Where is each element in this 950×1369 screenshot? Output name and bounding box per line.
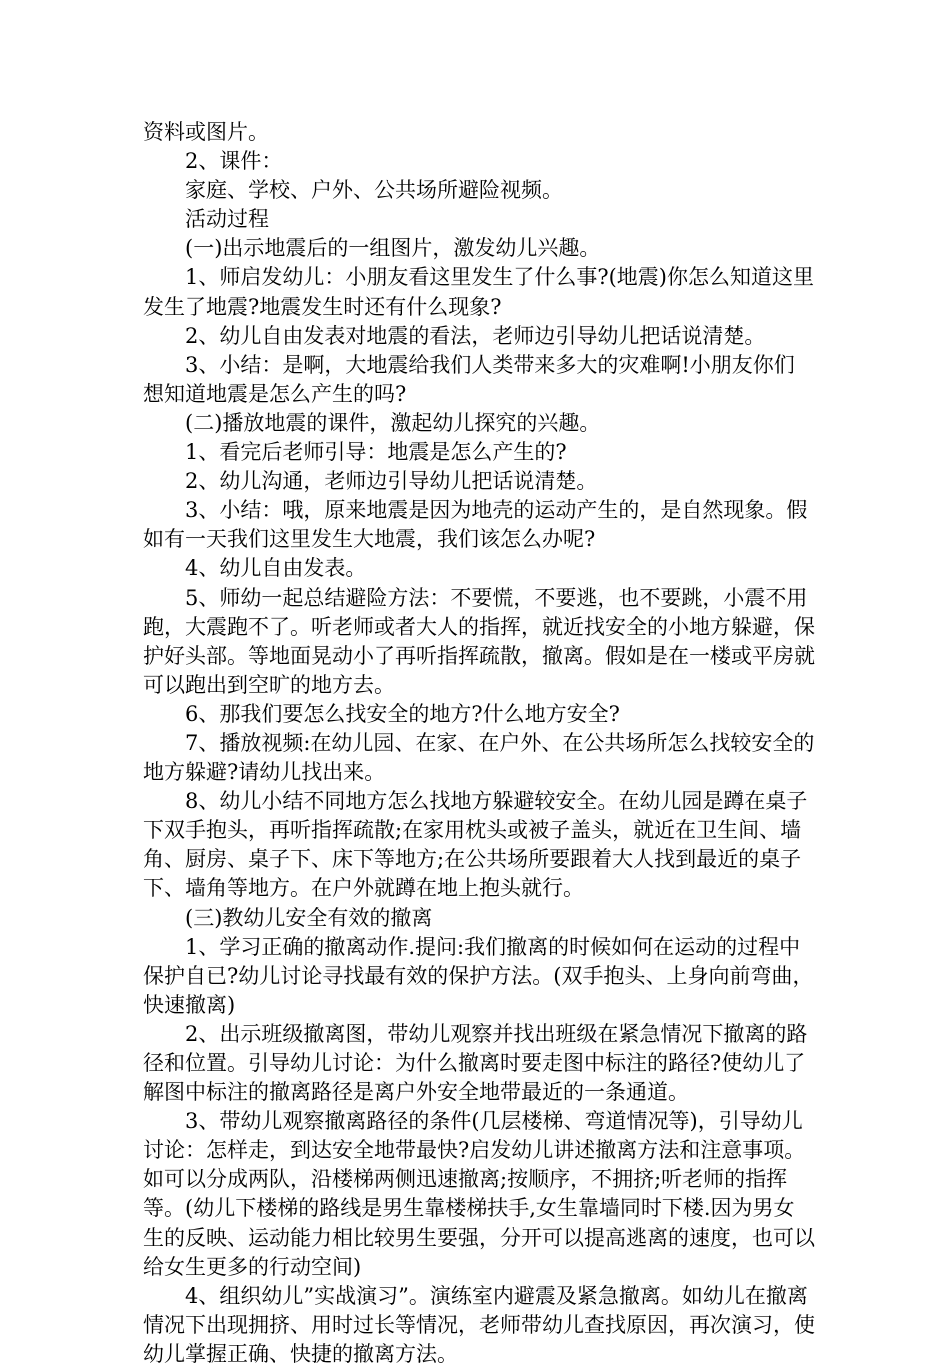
paragraph-1-1: 1、师启发幼儿：小朋友看这里发生了什么事?(地震)你怎么知道这里发生了地震?地震发生时还有什么现象? <box>143 265 815 319</box>
paragraph-2-4: 4、幼儿自由发表。 <box>185 556 367 581</box>
paragraph-courseware-heading: 2、课件： <box>185 149 283 174</box>
paragraph-3-2: 2、出示班级撤离图，带幼儿观察并找出班级在紧急情况下撤离的路径和位置。引导幼儿讨论：为什么撤离时要走图中标注的路径?使幼儿了解图中标注的撤离路径是离户外安全地带最近的一条通道。 <box>143 1021 808 1105</box>
paragraph-activity-process: 活动过程 <box>185 207 269 232</box>
paragraph-courseware-detail: 家庭、学校、户外、公共场所避险视频。 <box>185 178 563 203</box>
paragraph-2-1: 1、看完后老师引导：地震是怎么产生的? <box>185 440 567 465</box>
paragraph-2-6: 6、那我们要怎么找安全的地方?什么地方安全? <box>185 701 620 726</box>
paragraph-2-5: 5、师幼一起总结避险方法：不要慌，不要逃，也不要跳，小震不用跑，大震跑不了。听老师或者大人的指挥，就近找安全的小地方躲避，保护好头部。等地面晃动小了再听指挥疏散，撤离。假如是在一楼或平房就可以跑出到空旷的地方去。 <box>143 585 815 697</box>
paragraph-3-3: 3、带幼儿观察撤离路径的条件(几层楼梯、弯道情况等)，引导幼儿讨论：怎样走，到达安全地带最快?启发幼儿讲述撤离方法和注意事项。如可以分成两队，沿楼梯两侧迅速撤离;按顺序，不拥挤;听老师的指挥等。(幼儿下楼梯的路线是男生靠楼梯扶手,女生靠墙同时下楼.因为男女生的反映、运动能力相比较男生要强，分开可以提高逃离的速度，也可以给女生更多的行动空间) <box>143 1109 815 1279</box>
paragraph-section-2: (二)播放地震的课件，激起幼儿探究的兴趣。 <box>185 410 601 435</box>
paragraph-2-2: 2、幼儿沟通，老师边引导幼儿把话说清楚。 <box>185 469 598 494</box>
paragraph-2-8: 8、幼儿小结不同地方怎么找地方躲避较安全。在幼儿园是蹲在桌子下双手抱头，再听指挥疏散;在家用枕头或被子盖头，就近在卫生间、墙角、厨房、桌子下、床下等地方;在公共场所要跟着大人找到最近的桌子下、墙角等地方。在户外就蹲在地上抱头就行。 <box>143 789 808 901</box>
paragraph-3-1: 1、学习正确的撤离动作.提问:我们撤离的时候如何在运动的过程中保护自已?幼儿讨论寻找最有效的保护方法。(双手抱头、上身向前弯曲，快速撤离) <box>143 934 814 1017</box>
paragraph-2-7: 7、播放视频:在幼儿园、在家、在户外、在公共场所怎么找较安全的地方躲避?请幼儿找出来。 <box>143 730 815 785</box>
paragraph-section-1: (一)出示地震后的一组图片，激发幼儿兴趣。 <box>185 236 601 261</box>
document-page <box>143 118 815 1369</box>
paragraph-3-4: 4、组织幼儿”实战演习”。演练室内避震及紧急撤离。如幼儿在撤离情况下出现拥挤、用时过长等情况，老师带幼儿查找原因，再次演习，使幼儿掌握正确、快捷的撤离方法。 <box>143 1283 815 1366</box>
paragraph-section-3: (三)教幼儿安全有效的撤离 <box>185 905 433 930</box>
paragraph-1-2: 2、幼儿自由发表对地震的看法，老师边引导幼儿把话说清楚。 <box>185 323 766 348</box>
paragraph-continued: 资料或图片。 <box>143 120 269 144</box>
paragraph-2-3: 3、小结：哦，原来地震是因为地壳的运动产生的，是自然现象。假如有一天我们这里发生大地震，我们该怎么办呢? <box>143 498 808 552</box>
paragraph-1-3: 3、小结：是啊，大地震给我们人类带来多大的灾难啊!小朋友你们想知道地震是怎么产生的吗? <box>143 352 795 406</box>
